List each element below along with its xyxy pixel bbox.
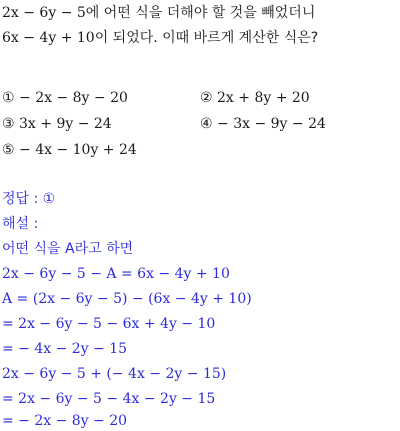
solution-step-5: 2x − 6y − 5 + (− 4x − 2y − 15) xyxy=(2,366,227,382)
option-2[interactable] xyxy=(200,89,310,107)
option-3[interactable] xyxy=(2,115,112,133)
answer-value: ① xyxy=(42,191,56,207)
option-number: ④ xyxy=(200,116,213,132)
answer-label: 정답 : xyxy=(2,191,39,207)
option-expression: − 3x − 9y − 24 xyxy=(217,116,326,132)
option-4[interactable] xyxy=(200,115,326,133)
option-expression: − 4x − 10y + 24 xyxy=(19,142,137,158)
problem-text-2: 이 되었다. 이때 바르게 계산한 식은? xyxy=(94,30,319,46)
solution-label: 해설 : xyxy=(2,216,39,232)
problem-expression-1: 2x − 6y − 5 xyxy=(2,5,86,21)
option-expression: − 2x − 8y − 20 xyxy=(19,90,128,106)
solution-step-4: = − 4x − 2y − 15 xyxy=(2,341,128,357)
problem-text-1: 에 어떤 식을 더해야 할 것을 빼었더니 xyxy=(85,5,316,21)
problem-line-1 xyxy=(2,4,315,22)
option-number: ② xyxy=(200,90,213,106)
problem-expression-2: 6x − 4y + 10 xyxy=(2,30,95,46)
option-1[interactable] xyxy=(2,89,128,107)
option-expression: 3x + 9y − 24 xyxy=(19,116,112,132)
solution-intro: 어떤 식을 A라고 하면 xyxy=(2,241,134,257)
problem-line-2 xyxy=(2,29,318,47)
option-number: ③ xyxy=(2,116,15,132)
answer-line xyxy=(2,190,55,208)
solution-step-2: A = (2x − 6y − 5) − (6x − 4y + 10) xyxy=(2,291,252,307)
solution-step-1: 2x − 6y − 5 − A = 6x − 4y + 10 xyxy=(2,266,230,282)
option-expression: 2x + 8y + 20 xyxy=(217,90,310,106)
option-number: ① xyxy=(2,90,15,106)
solution-step-3: = 2x − 6y − 5 − 6x + 4y − 10 xyxy=(2,316,216,332)
solution-step-6: = 2x − 6y − 5 − 4x − 2y − 15 xyxy=(2,391,216,407)
solution-step-7: = − 2x − 8y − 20 xyxy=(2,413,128,429)
option-number: ⑤ xyxy=(2,142,15,158)
option-5[interactable] xyxy=(2,141,137,159)
